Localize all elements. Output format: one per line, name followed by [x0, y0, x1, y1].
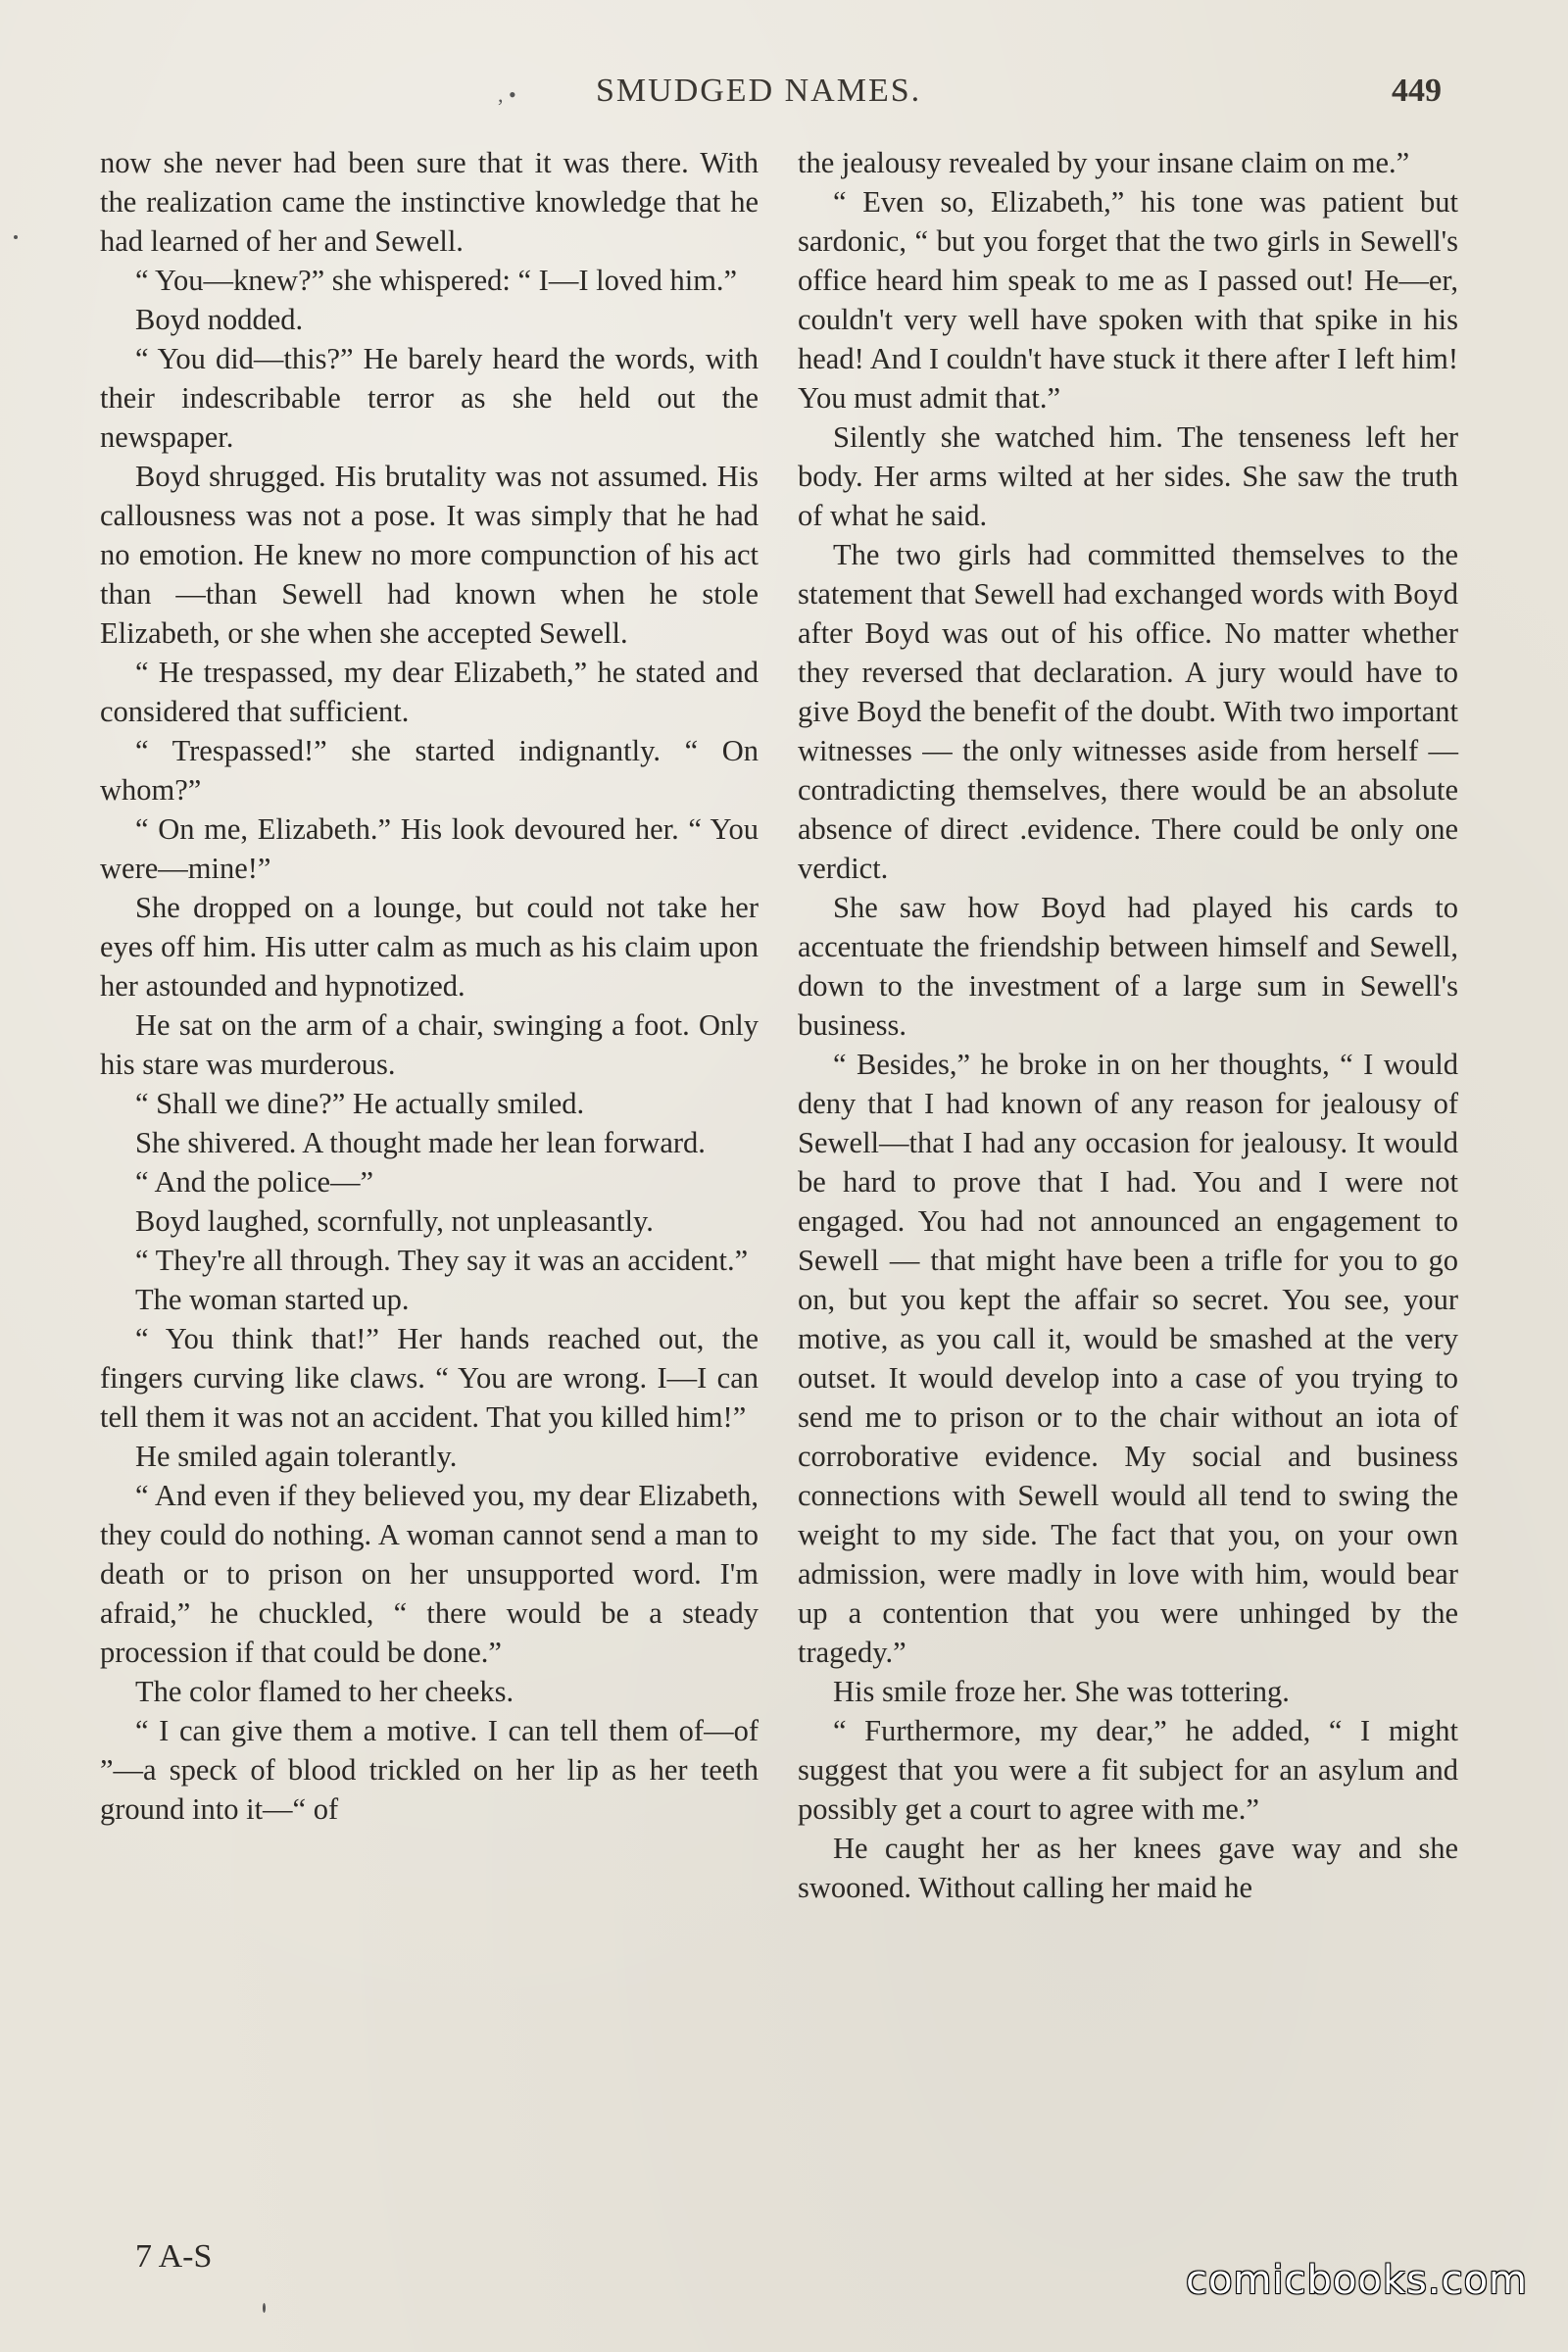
paragraph: “ You—knew?” she whispered: “ I—I loved him.” [135, 264, 738, 297]
paragraph: She dropped on a lounge, but could not take her eyes off him. His utter calm as much as his claim upon her astounded and hypnotized. [100, 891, 759, 1003]
paragraph: “ They're all through. They say it was an accident.” [135, 1244, 749, 1277]
paragraph: The woman started up. [135, 1283, 410, 1316]
paper-speck [14, 235, 18, 239]
paragraph: “ Shall we dine?” He actually smiled. [135, 1087, 585, 1120]
paragraph: “ On me, Elizabeth.” His look devoured her. “ You were—mine!” [100, 812, 759, 885]
left-text-column [100, 143, 759, 1829]
ornament-marks: , • [498, 82, 516, 107]
paragraph: “ He trespassed, my dear Elizabeth,” he stated and considered that sufficient. [100, 656, 759, 728]
paragraph: Boyd nodded. [135, 303, 304, 336]
running-title: SMUDGED NAMES. [596, 73, 922, 109]
paragraph: “ And even if they believed you, my dear Elizabeth, they could do nothing. A woman cannot send a man to death or to prison on her unsupported word. I'm afraid,” he chuckled, “ there would be a steady procession if that could be done.” [100, 1479, 759, 1669]
paragraph: His smile froze her. She was tottering. [833, 1675, 1290, 1708]
paragraph: “ You think that!” Her hands reached out, the fingers curving like claws. “ You are wrong. I—I can tell them it was not an accident. That you killed him!” [100, 1322, 759, 1434]
paragraph: the jealousy revealed by your insane claim on me.” [798, 146, 1410, 179]
paragraph: “ Even so, Elizabeth,” his tone was patient but sardonic, “ but you forget that the two girls in Sewell's office heard him speak to me as I passed out! He—er, couldn't very well have spoken with that spike in his head! And I couldn't have stuck it there after I left him! You must admit that.” [798, 185, 1458, 415]
paper-speck [263, 2303, 266, 2313]
paragraph: “ I can give them a motive. I can tell them of—of ”—a speck of blood trickled on her lip as her teeth ground into it—“ of [100, 1714, 759, 1826]
paragraph: Boyd shrugged. His brutality was not assumed. His callousness was not a pose. It was simply that he had no emotion. He knew no more compunction of his act than —than Sewell had known when he stole Elizabeth, or she when she accepted Sewell. [100, 460, 759, 650]
page-header [0, 73, 1568, 122]
right-text-column [798, 143, 1458, 1907]
watermark-logo: comicbooks.com [1186, 2258, 1529, 2303]
paragraph: The two girls had committed themselves to the statement that Sewell had exchanged words with Boyd after Boyd was out of his office. No matter whether they reversed that declaration. A jury would have to give Boyd the benefit of the doubt. With two important witnesses — the only witnesses aside from herself — contradicting themselves, there would be an absolute absence of direct .evidence. There could be only one verdict. [798, 538, 1458, 885]
page-number: 449 [1392, 73, 1442, 109]
paragraph: “ You did—this?” He barely heard the words, with their indescribable terror as she held out the newspaper. [100, 342, 759, 454]
paragraph: “ Besides,” he broke in on her thoughts, “ I would deny that I had known of any reason for jealousy of Sewell—that I had any occasion for jealousy. It would be hard to prove that I had. You and I were not engaged. You had not announced an engagement to Sewell — that might have been a trifle for you to go on, but you kept the affair so secret. You see, your motive, as you call it, would be smashed at the very outset. It would develop into a case of you trying to send me to prison or to the chair without an iota of corroborative evidence. My social and business connections with Sewell would all tend to swing the weight to my side. The fact that you, on your own admission, were madly in love with him, would bear up a contention that you were unhinged by the tragedy.” [798, 1048, 1458, 1669]
paragraph: “ Trespassed!” she started indignantly. “ On whom?” [100, 734, 759, 807]
paragraph: “ Furthermore, my dear,” he added, “ I might suggest that you were a fit subject for an asylum and possibly get a court to agree with me.” [798, 1714, 1458, 1826]
paragraph: He smiled again tolerantly. [135, 1440, 458, 1473]
paragraph: She saw how Boyd had played his cards to accentuate the friendship between himself and Sewell, down to the investment of a large sum in Sewell's business. [798, 891, 1458, 1042]
paragraph: She shivered. A thought made her lean forward. [135, 1126, 706, 1159]
paragraph: The color flamed to her cheeks. [135, 1675, 514, 1708]
signature-mark: 7 A-S [135, 2238, 213, 2275]
paragraph: He sat on the arm of a chair, swinging a foot. Only his stare was murderous. [100, 1008, 759, 1081]
paragraph: now she never had been sure that it was there. With the realization came the instinctive knowledge that he had learned of her and Sewell. [100, 146, 759, 258]
paragraph: “ And the police—” [135, 1165, 374, 1199]
paragraph: He caught her as her knees gave way and she swooned. Without calling her maid he [798, 1832, 1458, 1904]
paragraph: Silently she watched him. The tenseness left her body. Her arms wilted at her sides. She saw the truth of what he said. [798, 420, 1458, 532]
paragraph: Boyd laughed, scornfully, not unpleasantly. [135, 1204, 654, 1238]
